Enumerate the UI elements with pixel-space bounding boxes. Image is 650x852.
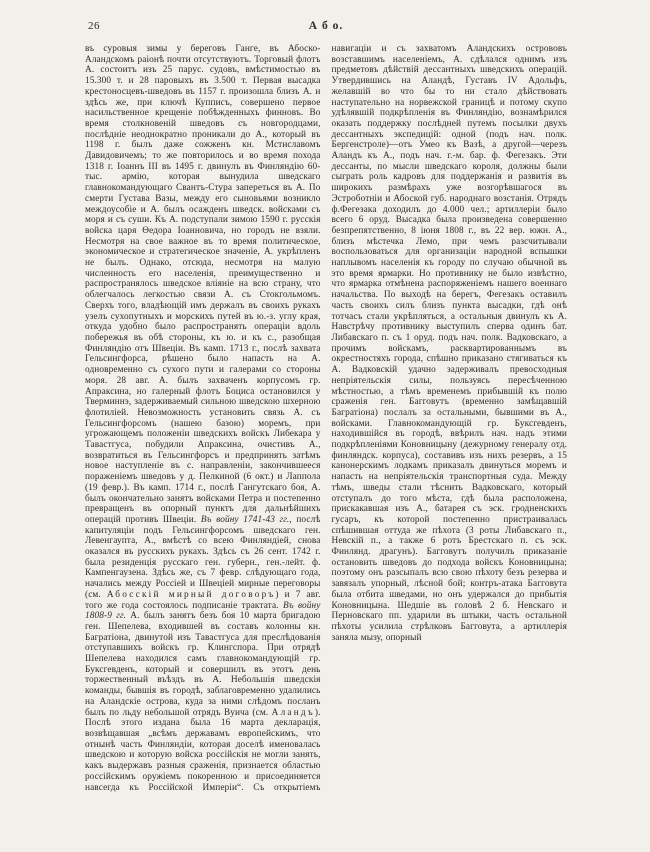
article-text-columns: [85, 44, 567, 796]
text-run-italic: Въ войну 1741-43 гг.,: [200, 514, 292, 525]
page-header-title: А б о.: [308, 20, 344, 32]
page-number: 26: [88, 20, 100, 32]
text-run-normal: въ суровыя зимы у береговъ Ганге, въ Абоско-Аландскомъ раіонѣ почти отсутствуютъ. Торговый флотъ А. состоитъ изъ 25 парус. судовъ, вмѣстимостью въ 15.300 т. и 28 паровыхъ въ 3.500 т. Первая высадка крестоносцевъ-шведовъ въ 1157 г. произошла близъ А. и здѣсь же, при ключѣ Купписъ, совершено первое насильственное крещеніе побѣжденныхъ финновъ. Во время столкновеній шведовъ съ новгородцами, послѣдніе неоднократно проникали до А., который въ 1198 г. былъ даже сожженъ кн. Мстиславомъ Давидовичемъ; то же повторилось и во время похода 1318 г. Іоаннъ III въ 1495 г. двинулъ въ Финляндію 60-тыс. армію, которая вынудила шведскаго главнокомандующаго Свантъ-Стура запереться въ А. По смерти Густава Вазы, между его сыновьями возникло междоусобіе и А. былъ осажденъ шведск. войсками съ моря и съ суши. Къ А. подступали зимою 1590 г. русскія войска царя Ѳедора Іоанновича, но городъ не взяли. Несмотря на свое важное въ то время политическое, экономическое и стратегическое значеніе, А. укрѣпленъ не былъ. Однако, отсюда, несмотря на малую численность его населенія, преимущественно и распространялось шведское вліяніе на всю страну, что облегчалось легкостью связи А. съ Стокгольмомъ. Сверхъ того, владѣющій имъ держалъ въ своихъ рукахъ узелъ сухопутныхъ и морскихъ путей въ ю.-з. углу края, откуда удобно было распространять операціи вдоль побережья въ обѣ стороны, къ ю. и къ с., разобщая Финляндію отъ Швеціи. Въ камп. 1713 г., послѣ захвата Гельсингфорса, рѣшено было напасть на А. одновременно съ сухого пути и галерами со стороны моря. 28 авг. А. былъ захваченъ корпусомъ гр. Апраксина, но галерный флотъ Боциса остановился у Тверминнэ, задерживаемый сильною шведскою шхерною флотиліей. Невозможность установить связь А. съ Гельсингфорсомъ (нашею базою) моремъ, при угрожающемъ положеніи шведскихъ войскъ Либекара у Тавастгуса, побудили Апраксина, очистивъ А., возвратиться въ Гельсингфорсъ и предпринять затѣмъ новое наступленіе въ с. направленіи, закончившееся пораженіемъ шведовъ у д. Пелкиной (6 окт.) и Лаппола (19 февр.). Въ камп. 1714 г., послѣ Гангутскаго боя, А. былъ окончательно занятъ войсками Петра и постепенно превращенъ въ опорный пунктъ для дальнѣйшихъ операцій противъ Швеціи.: [85, 44, 321, 525]
text-run-normal: А. былъ занятъ безъ боя 10 марта бригадою ген. Шепелева, входившей въ составъ колонны кн. Багратіона, двинутой изъ Тавастгуса для преслѣдованія отступавшихъ войскъ гр. Клингспора. При отрядѣ Шепелева находился самъ главнокомандующій гр. Буксгевденъ, который и совершилъ въ этотъ день торжественный въѣздъ въ А. Небольшія шведскія команды, бывшія въ городѣ, заблаговременно удалились на Аландскіе острова, куда за ними слѣдомъ посланъ былъ по льду небольшой отрядъ Вуича (см.: [85, 611, 321, 718]
text-run-italic: Въ войну 1808-9 гг.: [85, 600, 321, 622]
text-run-normal: ). Послѣ этого издана была 16 марта декларація, возвѣщавшая „всѣмъ державамъ европейскимъ, что отнынѣ часть Финляндіи, которая доселѣ именовалась шведскою и которую войска россійскія не могли занять, какъ выдержавъ разныя сраженія, признается областью россійскимъ оружіемъ покоренною и присоединяется навсегда къ Россійской Имперіи“. Съ открытіемъ навигаціи и съ захватомъ Аландскихъ острововъ возставшимъ населеніемъ, А. сдѣлался однимъ изъ предметовъ дѣйствій дессантныхъ шведскихъ операцій. Утвердившись на Аландѣ, Густавъ IV Адольфъ, желавшій во что бы то ни стало дѣйствовать наступательно на норвежской границѣ и потому скупо удѣлявшій подкрѣпленія въ Финляндію, вознамѣрился оказать поддержку послѣдней путемъ посылки двухъ дессантныхъ экспедицій: одной (подъ нач. полк. Бергенстроле)—отъ Умео къ Вазѣ, а другой—черезъ Аландъ къ А., подъ нач. г.-м. бар. ф. Фегезакъ. Эти дессанты, по мысли шведскаго короля, должны были сыграть роль кадровъ для поддержанія и развитія въ широкихъ размѣрахъ уже возгорѣвшагося въ Эстроботніи и Абоской губ. народнаго возстанія. Отрядъ ф.Фегезака доходилъ до 4.000 чел.; артиллеріи было всего 6 оруд. Высадка была произведена совершенно безпрепятственно, 8 іюня 1808 г., въ 22 вер. южн. А., близъ мѣстечка Лемо, при чемъ разсчитывали воспользоваться для организаціи народной вспышки наплывомъ населенія къ городу по случаю обычной въ это время ярмарки. Но противнику не было извѣстно, что ярмарка отмѣнена распоряженіемъ нашего военнаго начальства. По выходѣ на берегъ, Фегезакъ оставилъ часть своихъ силъ близъ пункта высадки, гдѣ онѣ тотчасъ стали укрѣпляться, а остальныя двинулъ къ А. Навстрѣчу противнику выступилъ сперва одинъ бат. Либавскаго п. съ 1 оруд. подъ нач. полк. Вадковскаго, а прочимъ войскамъ, расквартированнымъ въ окрестностяхъ города, спѣшно приказано стягиваться къ А. Вадковскій удачно задерживалъ превосходныя непріятельскія силы, пользуясь пересѣченною мѣстностью, а тѣмъ временемъ прибывшій къ полю сраженія ген. Багговутъ (временно замѣщавшій Багратіона) послалъ за остальными, бывшими въ А., войсками. Главнокомандующій гр. Буксгевденъ, находившійся въ городѣ, ввѣрилъ нач. надъ этими подкрѣпленіями Коновницыну (дежурному генералу отд. финляндск. корпуса), составивъ изъ нихъ резервъ, а 15 канонерскимъ лодкамъ приказалъ двинуться моремъ и напасть на непріятельскія транспортныя суда. Между тѣмъ, шведы стали тѣснить Вадковскаго, который отступалъ до того мѣста, гдѣ была расположена, прискакавшая изъ А., батарея съ эск. гродненскихъ гусаръ, къ которой постепенно пристраивалась спѣшившая оттуда же пѣхота (3 роты Либавскаго п., Невскій п., а также 6 ротъ Брестскаго п. съ эск. Финлянд. драгунъ). Багговутъ получилъ приказаніе остановить шведовъ до подхода войскъ Коновницына; поэтому онъ разсыпалъ всю свою пѣхоту безъ резерва и завязалъ упорный, лѣсной бой; контръ-атака Багговута была отбита шведами, но онъ удержался до прибытія Коновницына. Шедшіе въ головѣ 2 б. Невскаго и Перновскаго пп. ударили въ штыки, часть остальной пѣхоты усилила стрѣлковъ Багговута, а артиллерія заняла мызу, опорный: [85, 44, 567, 793]
text-run-spaced: Аландъ: [271, 707, 315, 718]
running-header: [85, 20, 567, 36]
text-run-normal: послѣ капитуляціи подъ Гельсингфорсомъ шведскаго ген. Левенгаупта, А., вмѣстѣ со всею Финляндіей, снова оказался въ русскихъ рукахъ. Здѣсь съ 26 сент. 1742 г. была резиденція русскаго ген. губерн., ген.-лейт. ф. Кампенгаузена. Здѣсь же, съ 7 февр. слѣдующаго года, начались между Россіей и Швеціей мирные переговоры (см.: [85, 514, 321, 600]
text-run-normal: ) и 7 авг. того же года состоялось подписаніе трактата.: [85, 589, 321, 611]
text-run-spaced: Абосскій мирный договоръ: [106, 589, 276, 600]
